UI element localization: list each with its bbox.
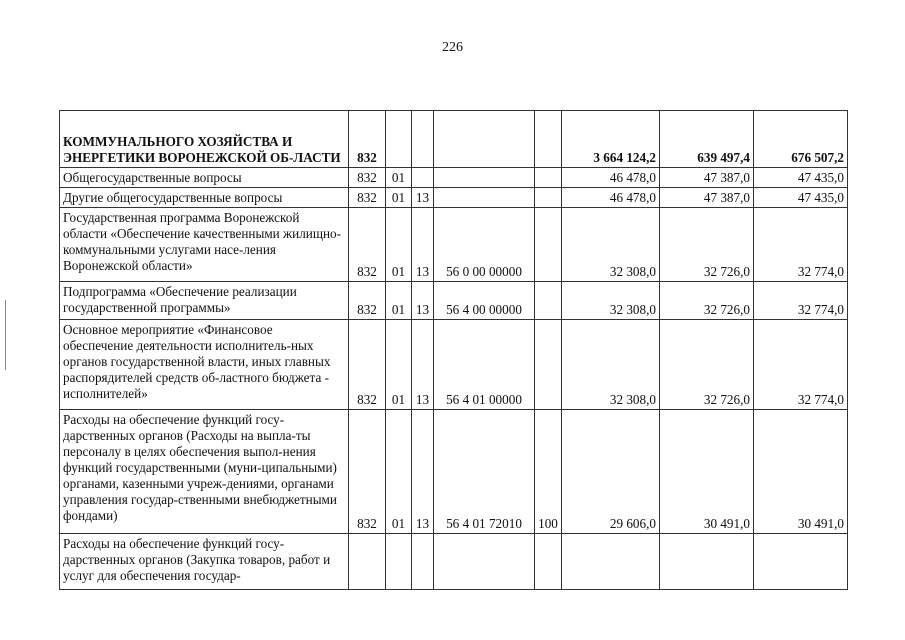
table-row — [60, 188, 848, 208]
cell-csr: 56 4 01 72010 — [434, 410, 535, 534]
cell-year1: 3 664 124,2 — [562, 111, 660, 168]
table-row — [60, 534, 848, 590]
cell-csr — [434, 534, 535, 590]
cell-vr — [535, 188, 562, 208]
cell-year2 — [660, 534, 754, 590]
row-name: Другие общегосударственные вопросы — [60, 188, 349, 208]
budget-table — [59, 110, 848, 590]
cell-year1: 46 478,0 — [562, 188, 660, 208]
cell-pr: 13 — [412, 208, 434, 282]
cell-pr: 13 — [412, 320, 434, 410]
cell-gr: 832 — [349, 168, 386, 188]
row-name: Общегосударственные вопросы — [60, 168, 349, 188]
cell-year1: 29 606,0 — [562, 410, 660, 534]
cell-year2: 639 497,4 — [660, 111, 754, 168]
cell-year1: 32 308,0 — [562, 208, 660, 282]
cell-vr — [535, 282, 562, 320]
cell-year2: 30 491,0 — [660, 410, 754, 534]
cell-gr: 832 — [349, 320, 386, 410]
cell-year3: 47 435,0 — [754, 188, 848, 208]
cell-csr — [434, 188, 535, 208]
cell-rz — [386, 111, 412, 168]
cell-vr — [535, 534, 562, 590]
cell-year3: 32 774,0 — [754, 320, 848, 410]
cell-pr: 13 — [412, 282, 434, 320]
margin-mark — [5, 300, 6, 370]
cell-rz: 01 — [386, 282, 412, 320]
table-row — [60, 320, 848, 410]
cell-gr: 832 — [349, 208, 386, 282]
cell-year3: 30 491,0 — [754, 410, 848, 534]
row-name: Государственная программа Воронежской области «Обеспечение качественными жилищно-коммунальными услугами насе-ления Воронежской области» — [60, 208, 349, 282]
row-name: КОММУНАЛЬНОГО ХОЗЯЙСТВА И ЭНЕРГЕТИКИ ВОРОНЕЖСКОЙ ОБ-ЛАСТИ — [60, 111, 349, 168]
cell-csr — [434, 111, 535, 168]
cell-year2: 32 726,0 — [660, 282, 754, 320]
cell-csr — [434, 168, 535, 188]
cell-year2: 32 726,0 — [660, 208, 754, 282]
table-row — [60, 410, 848, 534]
cell-rz: 01 — [386, 188, 412, 208]
cell-gr: 832 — [349, 111, 386, 168]
cell-pr — [412, 168, 434, 188]
cell-vr — [535, 320, 562, 410]
cell-year1: 32 308,0 — [562, 320, 660, 410]
cell-year3: 32 774,0 — [754, 208, 848, 282]
cell-rz — [386, 534, 412, 590]
cell-rz: 01 — [386, 410, 412, 534]
cell-year3: 32 774,0 — [754, 282, 848, 320]
table-row — [60, 168, 848, 188]
cell-year2: 47 387,0 — [660, 188, 754, 208]
cell-year3 — [754, 534, 848, 590]
row-name: Расходы на обеспечение функций госу-дарственных органов (Закупка товаров, работ и услуг для обеспечения государ- — [60, 534, 349, 590]
cell-year3: 676 507,2 — [754, 111, 848, 168]
cell-year1: 32 308,0 — [562, 282, 660, 320]
cell-year2: 47 387,0 — [660, 168, 754, 188]
cell-pr: 13 — [412, 188, 434, 208]
cell-vr — [535, 111, 562, 168]
cell-gr: 832 — [349, 410, 386, 534]
row-name: Расходы на обеспечение функций госу-дарственных органов (Расходы на выпла-ты персоналу в целях обеспечения выпол-нения функций государственными (муни-ципальными) органами, казенными учреж-дениями, органами управления государ-ственными внебюджетными фондами) — [60, 410, 349, 534]
row-name: Подпрограмма «Обеспечение реализации государственной программы» — [60, 282, 349, 320]
row-name: Основное мероприятие «Финансовое обеспечение деятельности исполнитель-ных органов государственной власти, иных главных распорядителей средств об-ластного бюджета - исполнителей» — [60, 320, 349, 410]
cell-year1 — [562, 534, 660, 590]
cell-vr — [535, 168, 562, 188]
cell-csr: 56 4 01 00000 — [434, 320, 535, 410]
table-row — [60, 111, 848, 168]
table-row — [60, 208, 848, 282]
cell-year2: 32 726,0 — [660, 320, 754, 410]
cell-csr: 56 0 00 00000 — [434, 208, 535, 282]
page-number: 226 — [442, 40, 463, 55]
table-row — [60, 282, 848, 320]
cell-year1: 46 478,0 — [562, 168, 660, 188]
cell-gr — [349, 534, 386, 590]
cell-vr — [535, 208, 562, 282]
cell-gr: 832 — [349, 282, 386, 320]
cell-rz: 01 — [386, 320, 412, 410]
cell-rz: 01 — [386, 168, 412, 188]
cell-year3: 47 435,0 — [754, 168, 848, 188]
cell-vr: 100 — [535, 410, 562, 534]
cell-csr: 56 4 00 00000 — [434, 282, 535, 320]
cell-rz: 01 — [386, 208, 412, 282]
cell-pr — [412, 111, 434, 168]
cell-pr — [412, 534, 434, 590]
cell-gr: 832 — [349, 188, 386, 208]
cell-pr: 13 — [412, 410, 434, 534]
